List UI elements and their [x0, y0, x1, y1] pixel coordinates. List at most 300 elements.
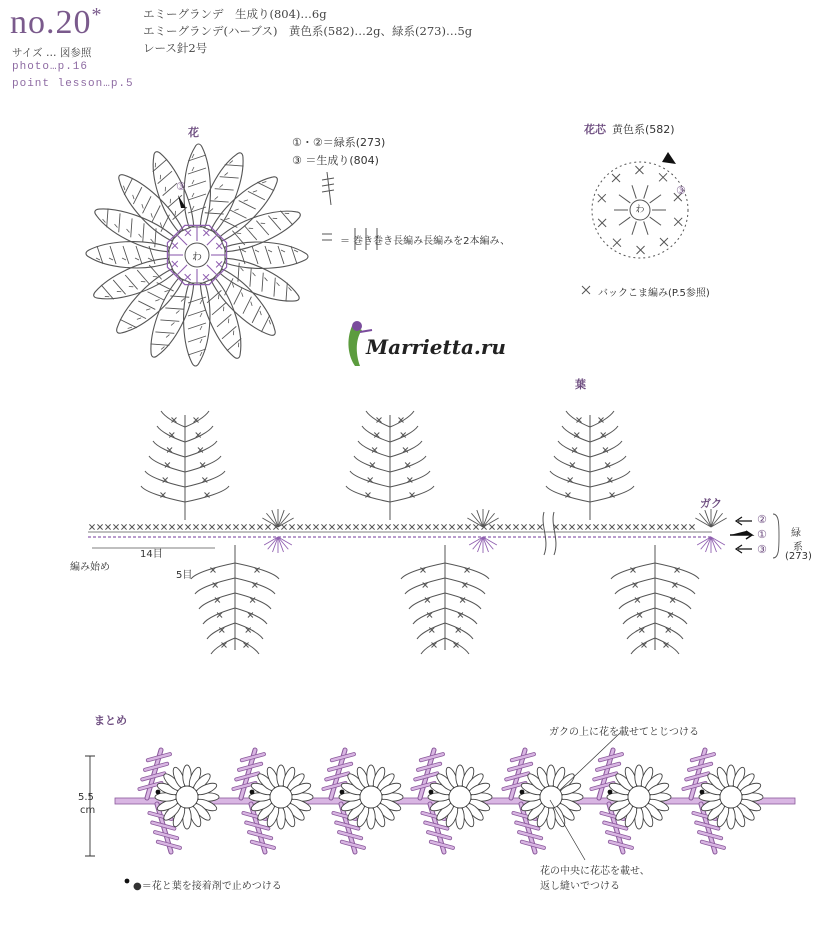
petal-stitch-line: [230, 206, 247, 223]
petal-stitch-bar: [192, 180, 194, 184]
assembly-diagram: [85, 733, 795, 883]
petal-stitch-bar: [171, 322, 174, 326]
calyx-stitch-down: [483, 537, 493, 549]
flower-petal: [184, 283, 210, 366]
center-back-sc: [613, 239, 621, 247]
center-piece-center-label: わ: [635, 205, 645, 215]
flower-petal: [225, 242, 308, 268]
stem-sc: [457, 524, 462, 529]
petal-stitch-bar: [164, 187, 167, 191]
stem-sc: [377, 524, 382, 529]
center-back-sc: [612, 174, 620, 182]
daisy-center: [628, 786, 650, 808]
assembly-daisy: [339, 765, 403, 829]
assembly-daisy: [155, 765, 219, 829]
glue-note: ●＝花と葉を接着剤で止めつける: [133, 881, 282, 892]
leaf-right-frond: [590, 471, 630, 487]
leaf-left-frond: [195, 578, 235, 594]
petal-stitch-line: [239, 196, 256, 213]
stem-sc: [193, 524, 198, 529]
flower-petal: [184, 144, 210, 227]
stem-sc: [345, 524, 350, 529]
assembly-daisy: [607, 765, 671, 829]
stem-sc: [89, 524, 94, 529]
petal-stitch-line: [215, 183, 234, 195]
petal-stitch-line: [220, 215, 237, 232]
stem-sc: [113, 524, 118, 529]
stem-sc: [257, 524, 262, 529]
stem-sc: [529, 524, 534, 529]
upper-leaf: [141, 411, 229, 520]
petal-stitch-line: [138, 297, 155, 314]
petal-stitch-bar: [253, 189, 257, 193]
petal-stitch-bar: [129, 285, 133, 288]
petal-stitch-bar: [244, 198, 248, 202]
petal-stitch-line: [256, 273, 268, 292]
photo-ref: photo…p.16: [12, 61, 89, 73]
assembly-note-top: ガクの上に花を載せてとじつける: [549, 727, 699, 738]
petal-stitch-line: [225, 159, 244, 171]
stem-sc: [209, 524, 214, 529]
petal-stitch-bar: [200, 326, 202, 330]
calyx-stitch-up: [266, 513, 278, 527]
stem-sc: [105, 524, 110, 529]
stem-sc: [393, 524, 398, 529]
count-5-label: 5目: [176, 570, 193, 581]
daisy-center: [270, 786, 292, 808]
petal-stitch-bar: [117, 290, 121, 293]
count-14-label: 14目: [140, 549, 163, 560]
leaf-left-frond: [401, 563, 445, 579]
glue-dot: [700, 790, 705, 795]
petal-stitch-line: [210, 302, 229, 314]
petal-outline: [225, 242, 308, 268]
center-back-sc: [659, 173, 667, 181]
flower-inner-sc: [172, 261, 178, 267]
petal-stitch-line: [230, 288, 247, 305]
assembly-label: まとめ: [94, 714, 127, 727]
stem-sc: [361, 524, 366, 529]
petal-stitch-line: [129, 306, 146, 323]
petal-stitch-bar: [268, 250, 272, 252]
calyx-fan: [695, 509, 726, 553]
petal-stitch-bar: [96, 258, 100, 260]
petal-stitch-line: [120, 178, 137, 195]
leaf-right-frond: [590, 486, 634, 502]
petal-stitch-line: [138, 196, 155, 213]
flower-petal: [207, 266, 284, 343]
petal-stitch-bar: [109, 258, 113, 260]
petal-stitch-bar: [181, 298, 184, 302]
petal-stitch-bar: [192, 206, 194, 210]
calyx-stitch-up: [278, 513, 290, 527]
petal-stitch-bar: [237, 343, 240, 347]
petal-stitch-bar: [232, 331, 235, 335]
center-back-sc: [660, 238, 668, 246]
leaf-right-frond: [235, 563, 279, 579]
petal-stitch-bar: [264, 278, 268, 281]
lower-leaf: [191, 545, 279, 654]
stem-sc: [505, 524, 510, 529]
petal-stitch-bar: [234, 208, 238, 212]
leaf-right-frond: [390, 471, 430, 487]
petal-stitch-line: [160, 314, 179, 326]
center-piece-chart-diagram: [582, 152, 688, 294]
petal-stitch-bar: [150, 239, 154, 242]
petal-stitch-bar: [200, 352, 202, 356]
watermark-figure-dress: [348, 326, 362, 366]
petal-stitch-line: [268, 278, 280, 297]
flower-petal: [86, 242, 169, 268]
petal-stitch-line: [239, 297, 256, 314]
point-lesson-ref: point lesson…p.5: [12, 78, 134, 90]
leaf-left-frond: [346, 486, 390, 502]
petal-outline: [86, 242, 169, 268]
glue-dot: [250, 790, 255, 795]
petal-stitch-line: [136, 246, 142, 264]
petal-stitch-bar: [154, 163, 157, 167]
stem-sc: [249, 524, 254, 529]
petal-stitch-line: [188, 336, 206, 342]
petal-stitch-line: [157, 215, 174, 232]
stem-sc: [185, 524, 190, 529]
leaf-right-frond: [655, 563, 699, 579]
petal-stitch-bar: [155, 298, 159, 302]
flower-legend-white: ③ ＝生成り(804): [292, 154, 379, 167]
calyx-stitch-down: [711, 537, 721, 549]
petal-stitch-line: [257, 178, 274, 195]
petal-stitch-bar: [273, 217, 277, 220]
assembly-note-bottom-1: 花の中央に花芯を載せ、: [540, 866, 650, 877]
leaf-right-frond: [445, 563, 489, 579]
stem-sc: [129, 524, 134, 529]
stem-sc: [641, 524, 646, 529]
petal-stitch-line: [113, 278, 125, 297]
treble-stitch-symbol: [322, 172, 334, 205]
petal-stitch-line: [244, 223, 256, 242]
height-value: 5.5: [78, 792, 94, 803]
size-info: サイズ … 図参照: [12, 47, 92, 59]
stem-sc: [417, 524, 422, 529]
stem-sc: [537, 524, 542, 529]
petal-stitch-line: [278, 246, 284, 264]
petal-stitch-line: [257, 315, 274, 332]
leaf-left-frond: [405, 578, 445, 594]
petal-stitch-bar: [225, 172, 228, 176]
leaf-right-frond: [235, 578, 275, 594]
stem-sc: [585, 524, 590, 529]
petal-stitch-line: [248, 187, 265, 204]
petal-stitch-line: [210, 195, 229, 207]
petal-stitch-bar: [166, 334, 169, 338]
petal-stitch-bar: [242, 250, 246, 252]
stem-sc: [409, 524, 414, 529]
stem-sc: [217, 524, 222, 529]
petal-stitch-line: [125, 218, 137, 237]
petal-stitch-line: [188, 323, 206, 329]
leaf-left-frond: [145, 471, 185, 487]
leaf-left-frond: [611, 563, 655, 579]
stem-sc: [521, 524, 526, 529]
stem-sc: [625, 524, 630, 529]
stem-sc: [425, 524, 430, 529]
marker-2: ②: [757, 513, 767, 526]
center-inner-stitch: [632, 185, 636, 198]
glue-dot: [429, 790, 434, 795]
stitch-note-symbols: [322, 228, 377, 250]
petal-stitch-line: [220, 326, 239, 338]
petal-stitch-bar: [192, 167, 194, 171]
glue-legend-dot: [125, 879, 130, 884]
flower-center-label: わ: [192, 252, 202, 263]
height-unit: cm: [80, 805, 96, 816]
center-piece-color: 黄色系(582): [612, 123, 675, 136]
petal-outline: [184, 144, 210, 227]
petal-stitch-line: [268, 213, 280, 232]
center-inner-stitch: [650, 195, 661, 203]
stem-sc: [161, 524, 166, 529]
marker-1: ①: [757, 528, 767, 541]
petal-stitch-line: [244, 268, 256, 287]
flower-stitch-note: ＝ 巻き巻き長編み長編みを2本編み、: [340, 236, 511, 247]
watermark-figure-arm: [360, 330, 372, 332]
petal-stitch-line: [256, 218, 268, 237]
stem-sc: [441, 524, 446, 529]
petal-stitch-bar: [261, 222, 265, 225]
petal-stitch-bar: [141, 280, 145, 283]
stem-sc: [665, 524, 670, 529]
glue-dot: [608, 790, 613, 795]
lower-leaf: [401, 545, 489, 654]
stem-sc: [569, 524, 574, 529]
petal-stitch-bar: [222, 307, 225, 311]
petal-stitch-bar: [135, 258, 139, 260]
petal-stitch-bar: [220, 184, 223, 188]
stem-sc: [649, 524, 654, 529]
stem-sc: [329, 524, 334, 529]
stem-sc: [97, 524, 102, 529]
stem-sc: [241, 524, 246, 529]
petal-stitch-line: [113, 213, 125, 232]
stem-sc: [465, 524, 470, 529]
calyx-stitch-down: [473, 537, 483, 549]
stem-sc: [561, 524, 566, 529]
calyx-fan: [467, 509, 498, 553]
calyx-fan: [262, 509, 293, 553]
calyx-stitch-up: [483, 513, 495, 527]
glue-dot: [520, 790, 525, 795]
assembly-daisy: [699, 765, 763, 829]
stem-sc: [513, 524, 518, 529]
petal-stitch-line: [188, 181, 206, 187]
stem-sc: [145, 524, 150, 529]
center-inner-stitch: [619, 195, 630, 203]
petal-stitch-line: [155, 326, 174, 338]
stem-sc: [225, 524, 230, 529]
stem-sc: [449, 524, 454, 529]
leaf-left-frond: [615, 578, 655, 594]
petal-stitch-bar: [240, 268, 244, 271]
petal-stitch-bar: [276, 283, 280, 286]
petal-stitch-bar: [169, 199, 172, 203]
petal-stitch-bar: [138, 234, 142, 237]
stem-sc: [369, 524, 374, 529]
petal-stitch-line: [137, 268, 149, 287]
stem-break-mark: [543, 512, 556, 555]
petal-stitch-bar: [146, 307, 150, 311]
center-inner-stitch: [644, 185, 648, 198]
leaf-right-frond: [390, 486, 434, 502]
glue-dot: [156, 790, 161, 795]
calyx-label: ガク: [700, 497, 722, 510]
stem-sc: [313, 524, 318, 529]
upper-leaf: [546, 411, 634, 520]
stem-sc: [153, 524, 158, 529]
center-back-sc: [635, 166, 643, 174]
petal-stitch-line: [248, 306, 265, 323]
petal-stitch-line: [110, 246, 116, 264]
stem-sc: [617, 524, 622, 529]
stem-sc: [297, 524, 302, 529]
stem-sc: [681, 524, 686, 529]
stem-sc: [473, 524, 478, 529]
petal-stitch-bar: [105, 295, 109, 298]
petal-stitch-bar: [126, 229, 130, 232]
stem-sc: [673, 524, 678, 529]
petal-stitch-line: [155, 171, 174, 183]
center-inner-stitch: [650, 217, 661, 225]
material-line-1: エミーグランデ 生成り(804)…6g: [143, 7, 327, 21]
watermark-figure-head: [352, 321, 362, 331]
stem-sc: [305, 524, 310, 529]
petal-stitch-bar: [114, 224, 118, 227]
glue-dot: [340, 790, 345, 795]
stem-sc: [657, 524, 662, 529]
upper-leaf: [346, 411, 434, 520]
center-start-arrow: [662, 152, 676, 164]
petal-stitch-line: [157, 278, 174, 295]
petal-stitch-bar: [227, 319, 230, 323]
petal-stitch-line: [148, 206, 165, 223]
flower-inner-sc: [216, 243, 222, 249]
petal-stitch-bar: [140, 204, 144, 208]
stem-sc: [433, 524, 438, 529]
petal-stitch-bar: [150, 213, 154, 217]
calyx-stitch-down: [701, 537, 711, 549]
petal-stitch-line: [101, 208, 113, 227]
flower-inner-sc: [203, 274, 209, 280]
watermark-logo-figure: [348, 321, 372, 366]
stem-sc: [489, 524, 494, 529]
stem-leaf-chart-diagram: [88, 411, 779, 654]
stem-sc: [577, 524, 582, 529]
daisy-center: [176, 786, 198, 808]
center-back-sc: [674, 218, 682, 226]
pattern-number: no.20*: [10, 4, 103, 41]
daisy-center: [449, 786, 471, 808]
petal-stitch-bar: [200, 313, 202, 317]
flower-legend-green: ①・②＝緑系(273): [292, 136, 386, 149]
stem-sc: [609, 524, 614, 529]
flower-inner-sc: [172, 243, 178, 249]
petal-stitch-bar: [159, 175, 162, 179]
assembly-note-bottom-2: 返し縫いでつける: [540, 881, 620, 892]
petal-outline: [208, 167, 285, 244]
calyx-stitch-down: [268, 537, 278, 549]
back-sc-legend-symbol: [582, 286, 590, 294]
stem-sc: [289, 524, 294, 529]
marker-bracket: [773, 514, 779, 558]
stem-sc: [233, 524, 238, 529]
center-piece-label: 花芯: [584, 123, 606, 136]
stem-sc: [137, 524, 142, 529]
petal-stitch-bar: [294, 250, 298, 252]
daisy-center: [360, 786, 382, 808]
leaf-right-frond: [445, 578, 485, 594]
petal-stitch-bar: [200, 339, 202, 343]
petal-stitch-bar: [249, 227, 253, 230]
petal-stitch-line: [265, 246, 271, 264]
petal-stitch-bar: [255, 250, 259, 252]
center-inner-stitch: [632, 221, 636, 234]
green-label-2: 系: [793, 542, 803, 553]
stem-sc: [633, 524, 638, 529]
flower-petal: [109, 265, 186, 342]
assembly-daisy: [519, 765, 583, 829]
petal-stitch-bar: [131, 195, 135, 199]
center-back-sc: [598, 219, 606, 227]
flower-inner-sc: [203, 230, 209, 236]
watermark-text: Marrietta.ru: [366, 335, 506, 359]
daisy-center: [720, 786, 742, 808]
direction-arrow-1: [730, 531, 752, 539]
petal-stitch-bar: [192, 154, 194, 158]
stem-sc: [401, 524, 406, 529]
center-inner-stitch: [619, 217, 630, 225]
petal-outline: [109, 265, 186, 342]
direction-arrow-3: [736, 545, 752, 553]
calyx-stitch-up: [711, 513, 723, 527]
calyx-stitch-down: [278, 537, 288, 549]
green-code: (273): [785, 551, 812, 562]
center-piece-marker: ③: [676, 184, 686, 197]
petal-stitch-line: [123, 246, 129, 264]
petal-stitch-bar: [192, 193, 194, 197]
leaf-left-frond: [141, 486, 185, 502]
center-back-sc: [637, 246, 645, 254]
flower-inner-sc: [185, 274, 191, 280]
petal-stitch-line: [120, 315, 137, 332]
petal-stitch-line: [150, 338, 169, 350]
stem-sc: [281, 524, 286, 529]
petal-stitch-bar: [210, 208, 213, 212]
calyx-stitch-up: [471, 513, 483, 527]
leaf-left-frond: [550, 471, 590, 487]
green-label: 緑: [791, 528, 801, 539]
leaf-left-frond: [191, 563, 235, 579]
petal-stitch-bar: [281, 250, 285, 252]
flower-petal: [109, 167, 186, 244]
petal-stitch-line: [125, 273, 137, 292]
petal-stitch-bar: [252, 273, 256, 276]
flower-petal: [208, 167, 285, 244]
stem-sc: [689, 524, 694, 529]
petal-stitch-line: [220, 171, 239, 183]
flower-label: 花: [188, 126, 199, 139]
stem-sc: [169, 524, 174, 529]
petal-stitch-bar: [215, 196, 218, 200]
petal-stitch-line: [215, 314, 234, 326]
